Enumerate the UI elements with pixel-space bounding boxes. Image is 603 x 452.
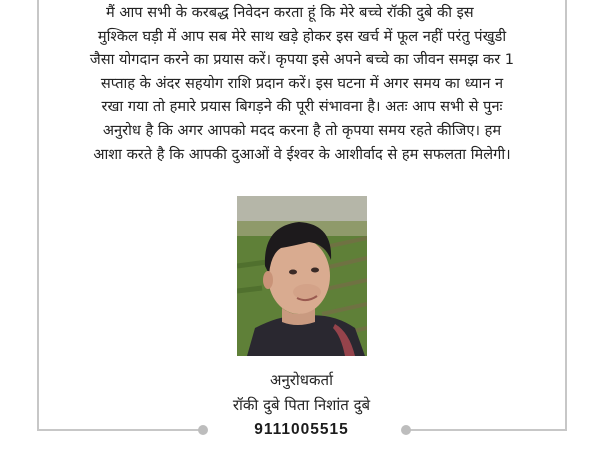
frame-right-border	[565, 0, 567, 430]
appeal-line: रखा गया तो हमारे प्रयास बिगड़ने की पूरी संभावना है। अतः आप सभी से पुनः	[101, 98, 503, 116]
appeal-line: सप्ताह के अंदर सहयोग राशि प्रदान करें। इस घटना में अगर समय का ध्यान न	[100, 74, 504, 92]
appeal-line: जैसा योगदान करने का प्रयास करें। कृपया इसे अपने बच्चे का जीवन समझ कर 1	[89, 51, 515, 69]
requester-label: अनुरोधकर्ता	[270, 371, 333, 389]
contact-phone-number: 9111005515	[254, 421, 349, 438]
requester-name: रॉकी दुबे पिता निशांत दुबे	[232, 396, 371, 414]
appeal-line: मुश्किल घड़ी में आप सब मेरे साथ खड़े होकर इस खर्च में फूल नहीं परंतु पंखुडी	[97, 27, 507, 45]
frame-left-border	[37, 0, 39, 430]
appeal-line: अनुरोध है कि अगर आपको मदद करना है तो कृपया समय रहते कीजिए। हम	[102, 121, 502, 139]
appeal-line: मैं आप सभी के करबद्ध निवेदन करता हूं कि मेरे बच्चे रॉकी दुबे की इस	[106, 4, 474, 21]
child-photo	[237, 196, 367, 356]
appeal-line: आशा करते है कि आपकी दुआओं वे ईश्वर के आशीर्वाद से हम सफलता मिलेगी।	[93, 145, 511, 163]
appeal-paragraph	[52, 1, 552, 166]
